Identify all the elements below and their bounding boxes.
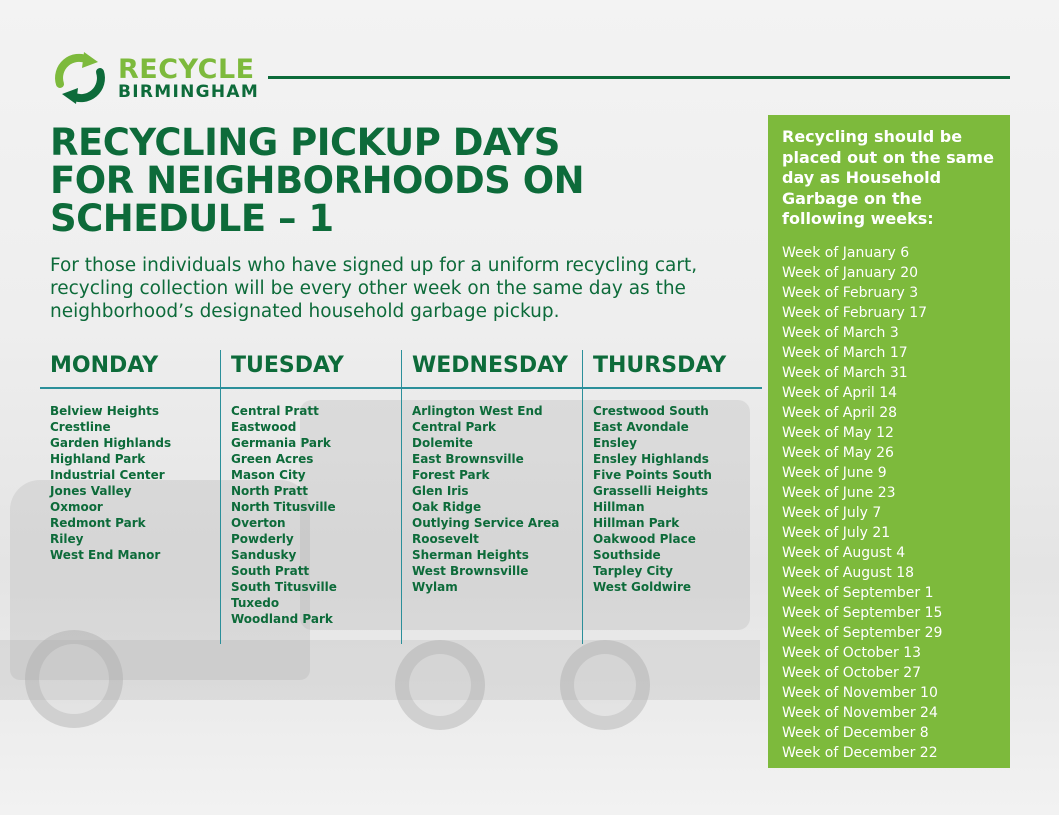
week-item: Week of February 17 <box>782 305 928 321</box>
neighborhood-item: Sherman Heights <box>412 548 529 562</box>
neighborhood-item: Powderly <box>231 532 294 546</box>
week-item: Week of November 10 <box>782 685 938 701</box>
week-item: Week of November 24 <box>782 705 938 721</box>
neighborhood-item: Tuxedo <box>231 596 280 610</box>
neighborhood-item: East Avondale <box>593 420 689 434</box>
neighborhood-item: Mason City <box>231 468 306 482</box>
neighborhood-item: North Titusville <box>231 500 336 514</box>
neighborhood-item: Green Acres <box>231 452 314 466</box>
neighborhood-item: Crestline <box>50 420 111 434</box>
day-heading: THURSDAY <box>593 353 727 378</box>
week-item: Week of May 26 <box>782 445 894 461</box>
recycle-birmingham-logo <box>48 50 259 106</box>
neighborhood-item: Ensley Highlands <box>593 452 709 466</box>
pickup-days-table <box>40 350 762 644</box>
week-item: Week of June 9 <box>782 465 887 481</box>
neighborhood-item: Arlington West End <box>412 404 543 418</box>
week-item: Week of June 23 <box>782 485 896 501</box>
recycle-arrows-icon <box>48 50 112 106</box>
week-item: Week of October 27 <box>782 665 922 681</box>
week-item: Week of December 22 <box>782 745 938 761</box>
neighborhood-item: Belview Heights <box>50 404 160 418</box>
neighborhood-item: South Pratt <box>231 564 310 578</box>
week-item: Week of July 21 <box>782 525 891 541</box>
week-item: Week of March 17 <box>782 345 908 361</box>
weeks-heading: Recycling should be placed out on the same day as Household Garbage on the following weeks: <box>782 127 994 228</box>
week-item: Week of December 8 <box>782 725 929 741</box>
neighborhood-list <box>231 403 337 627</box>
neighborhood-item: Dolemite <box>412 436 473 450</box>
neighborhood-item: Wylam <box>412 580 458 594</box>
neighborhood-item: Central Pratt <box>231 404 319 418</box>
day-column-tuesday <box>220 350 401 644</box>
background-wheel-front <box>25 630 123 728</box>
neighborhood-item: Overton <box>231 516 286 530</box>
neighborhood-item: Hillman <box>593 500 645 514</box>
neighborhood-item: Hillman Park <box>593 516 680 530</box>
neighborhood-item: Crestwood South <box>593 404 709 418</box>
intro-paragraph: For those individuals who have signed up for a uniform recycling cart, recycling collection will be every other week on the same day as the neighborhood’s designated household garbage pickup. <box>50 255 698 322</box>
neighborhood-list <box>412 403 559 595</box>
neighborhood-item: Jones Valley <box>50 484 132 498</box>
week-item: Week of March 3 <box>782 325 899 341</box>
neighborhood-item: Outlying Service Area <box>412 516 560 530</box>
week-item: Week of March 31 <box>782 365 908 381</box>
neighborhood-item: Forest Park <box>412 468 490 482</box>
week-item: Week of April 14 <box>782 385 898 401</box>
week-item: Week of February 3 <box>782 285 919 301</box>
neighborhood-item: Oxmoor <box>50 500 103 514</box>
week-item: Week of January 6 <box>782 245 910 261</box>
week-item: Week of January 20 <box>782 265 919 281</box>
background-wheel-rear <box>560 640 650 730</box>
weeks-list <box>782 243 942 763</box>
neighborhood-item: Glen Iris <box>412 484 469 498</box>
week-item: Week of July 7 <box>782 505 882 521</box>
logo-wordmark-recycle: RECYCLE <box>118 53 255 85</box>
neighborhood-item: Central Park <box>412 420 496 434</box>
neighborhood-item: North Pratt <box>231 484 308 498</box>
neighborhood-list <box>593 403 712 595</box>
neighborhood-item: Oak Ridge <box>412 500 482 514</box>
neighborhood-item: Oakwood Place <box>593 532 696 546</box>
neighborhood-item: Ensley <box>593 436 637 450</box>
neighborhood-item: Woodland Park <box>231 612 333 626</box>
neighborhood-item: Garden Highlands <box>50 436 172 450</box>
neighborhood-item: Roosevelt <box>412 532 479 546</box>
week-item: Week of September 1 <box>782 585 934 601</box>
neighborhood-item: Industrial Center <box>50 468 165 482</box>
page-title: RECYCLING PICKUP DAYS FOR NEIGHBORHOODS ON SCHEDULE – 1 <box>50 121 585 240</box>
neighborhood-item: Tarpley City <box>593 564 673 578</box>
day-column-wednesday <box>401 350 582 644</box>
neighborhood-item: Southside <box>593 548 661 562</box>
day-column-monday <box>40 350 220 644</box>
neighborhood-item: West Goldwire <box>593 580 692 594</box>
neighborhood-item: West Brownsville <box>412 564 529 578</box>
neighborhood-item: Sandusky <box>231 548 297 562</box>
logo-wordmark-birmingham: BIRMINGHAM <box>118 81 260 102</box>
day-column-thursday <box>582 350 763 644</box>
week-item: Week of September 15 <box>782 605 943 621</box>
week-item: Week of May 12 <box>782 425 894 441</box>
neighborhood-list <box>50 403 171 563</box>
neighborhood-item: Highland Park <box>50 452 146 466</box>
week-item: Week of August 18 <box>782 565 915 581</box>
pickup-weeks-panel <box>768 115 1010 768</box>
week-item: Week of October 13 <box>782 645 922 661</box>
neighborhood-item: West End Manor <box>50 548 161 562</box>
week-item: Week of August 4 <box>782 545 906 561</box>
day-heading: WEDNESDAY <box>412 353 568 378</box>
background-wheel-mid <box>395 640 485 730</box>
neighborhood-item: Five Points South <box>593 468 712 482</box>
neighborhood-item: Redmont Park <box>50 516 146 530</box>
neighborhood-item: Eastwood <box>231 420 297 434</box>
neighborhood-item: Germania Park <box>231 436 331 450</box>
neighborhood-item: Grasselli Heights <box>593 484 709 498</box>
day-heading: TUESDAY <box>231 353 344 378</box>
week-item: Week of September 29 <box>782 625 943 641</box>
week-item: Week of April 28 <box>782 405 898 421</box>
neighborhood-item: Riley <box>50 532 84 546</box>
neighborhood-item: South Titusville <box>231 580 337 594</box>
neighborhood-item: East Brownsville <box>412 452 524 466</box>
day-heading-divider <box>40 387 762 389</box>
header-divider <box>268 76 1010 79</box>
day-heading: MONDAY <box>50 353 159 378</box>
